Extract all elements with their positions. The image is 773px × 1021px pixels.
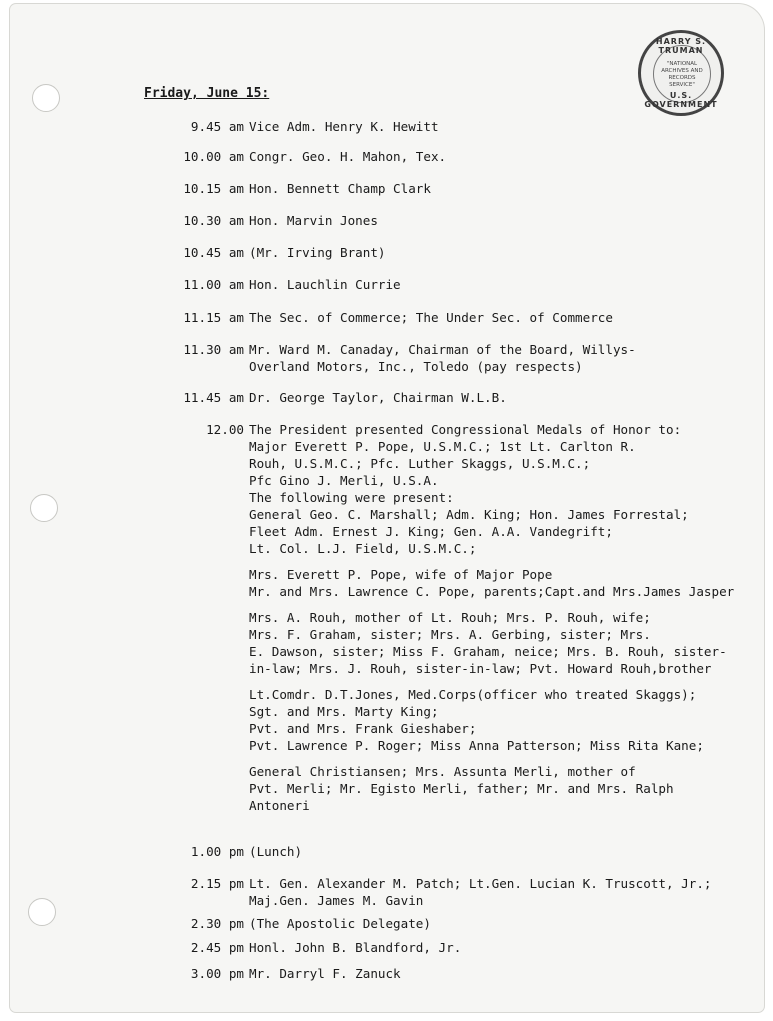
entry-line: Lt. Gen. Alexander M. Patch; Lt.Gen. Lucian K. Truscott, Jr.;	[249, 876, 712, 891]
entry-line: in-law; Mrs. J. Rouh, sister-in-law; Pvt. Howard Rouh,brother	[249, 661, 712, 676]
entry-line	[249, 600, 764, 609]
entry-description	[249, 875, 764, 909]
entry-line: Antoneri	[249, 798, 310, 813]
entry-line: The President presented Congressional Medals of Honor to:	[249, 422, 682, 437]
entry-line: The following were present:	[249, 490, 454, 505]
entry-line: Pvt. Merli; Mr. Egisto Merli, father; Mr. and Mrs. Ralph	[249, 781, 674, 796]
entry-time: 10.15 am	[183, 181, 244, 196]
entry-line: (Lunch)	[249, 844, 303, 859]
punch-hole	[28, 898, 56, 926]
entry-time: 1.00 pm	[190, 844, 244, 859]
entry-line: Hon. Bennett Champ Clark	[249, 181, 431, 196]
entry-line: Hon. Lauchlin Currie	[249, 277, 401, 292]
entry-line: Dr. George Taylor, Chairman W.L.B.	[249, 390, 507, 405]
punch-hole	[30, 494, 58, 522]
document-page	[10, 4, 764, 1012]
entry-line	[249, 557, 764, 566]
entry-line: Rouh, U.S.M.C.; Pfc. Luther Skaggs, U.S.M.C.;	[249, 456, 591, 471]
stamp-middle-text: "NATIONAL ARCHIVES AND RECORDS SERVICE"	[661, 61, 703, 88]
entry-line: E. Dawson, sister; Miss F. Graham, neice; Mrs. B. Rouh, sister-	[249, 644, 727, 659]
entry-line: Fleet Adm. Ernest J. King; Gen. A.A. Vandegrift;	[249, 524, 613, 539]
stamp-bottom-text: U.S. GOVERNMENT	[644, 91, 718, 109]
entry-description	[249, 965, 764, 982]
entry-description	[249, 148, 764, 165]
entry-line	[249, 754, 764, 763]
page-heading: Friday, June 15:	[144, 86, 270, 101]
entry-line: Overland Motors, Inc., Toledo (pay respects)	[249, 359, 583, 374]
entry-line: (Mr. Irving Brant)	[249, 245, 386, 260]
entry-time: 10.45 am	[183, 245, 244, 260]
entry-line: Sgt. and Mrs. Marty King;	[249, 704, 439, 719]
entry-time: 9.45 am	[190, 119, 244, 134]
entry-line: Major Everett P. Pope, U.S.M.C.; 1st Lt. Carlton R.	[249, 439, 636, 454]
entry-time: 2.15 pm	[190, 876, 244, 891]
archives-stamp	[638, 30, 724, 116]
entry-line: Pvt. and Mrs. Frank Gieshaber;	[249, 721, 477, 736]
entry-line: Mrs. A. Rouh, mother of Lt. Rouh; Mrs. P. Rouh, wife;	[249, 610, 651, 625]
entry-description	[249, 118, 764, 135]
entry-description	[249, 180, 764, 197]
entry-line: The Sec. of Commerce; The Under Sec. of Commerce	[249, 310, 613, 325]
entry-line: Maj.Gen. James M. Gavin	[249, 893, 424, 908]
entry-line: Vice Adm. Henry K. Hewitt	[249, 119, 439, 134]
entry-time: 12.00	[206, 422, 244, 437]
entry-description	[249, 244, 764, 261]
entry-time: 11.30 am	[183, 342, 244, 357]
entry-line: Mrs. Everett P. Pope, wife of Major Pope	[249, 567, 553, 582]
punch-hole	[32, 84, 60, 112]
entry-description	[249, 939, 764, 956]
entry-description	[249, 341, 764, 375]
entry-description	[249, 843, 764, 860]
entry-line: General Geo. C. Marshall; Adm. King; Hon. James Forrestal;	[249, 507, 689, 522]
entry-line: Pvt. Lawrence P. Roger; Miss Anna Patterson; Miss Rita Kane;	[249, 738, 704, 753]
entry-time: 2.45 pm	[190, 940, 244, 955]
entry-time: 2.30 pm	[190, 916, 244, 931]
entry-description	[249, 421, 764, 814]
entry-line: Mr. Ward M. Canaday, Chairman of the Board, Willys-	[249, 342, 636, 357]
entry-description	[249, 276, 764, 293]
entry-description	[249, 212, 764, 229]
entry-description	[249, 309, 764, 326]
entry-line: Pfc Gino J. Merli, U.S.A.	[249, 473, 439, 488]
entry-time: 10.30 am	[183, 213, 244, 228]
entry-line: Congr. Geo. H. Mahon, Tex.	[249, 149, 447, 164]
entry-line: Lt. Col. L.J. Field, U.S.M.C.;	[249, 541, 477, 556]
stamp-top-text: HARRY S. TRUMAN	[655, 37, 707, 55]
entry-time: 11.15 am	[183, 310, 244, 325]
entry-description	[249, 389, 764, 406]
entry-line: Hon. Marvin Jones	[249, 213, 378, 228]
entry-line	[249, 677, 764, 686]
entry-line: Lt.Comdr. D.T.Jones, Med.Corps(officer who treated Skaggs);	[249, 687, 697, 702]
entry-time: 11.00 am	[183, 277, 244, 292]
entry-time: 3.00 pm	[190, 966, 244, 981]
entry-time: 10.00 am	[183, 149, 244, 164]
entry-description	[249, 915, 764, 932]
entry-line: General Christiansen; Mrs. Assunta Merli, mother of	[249, 764, 636, 779]
entry-line: Mr. and Mrs. Lawrence C. Pope, parents;Capt.and Mrs.James Jasper	[249, 584, 735, 599]
entry-line: Honl. John B. Blandford, Jr.	[249, 940, 462, 955]
entry-line: Mr. Darryl F. Zanuck	[249, 966, 401, 981]
entry-time: 11.45 am	[183, 390, 244, 405]
entry-line: Mrs. F. Graham, sister; Mrs. A. Gerbing, sister; Mrs.	[249, 627, 651, 642]
entry-line: (The Apostolic Delegate)	[249, 916, 431, 931]
